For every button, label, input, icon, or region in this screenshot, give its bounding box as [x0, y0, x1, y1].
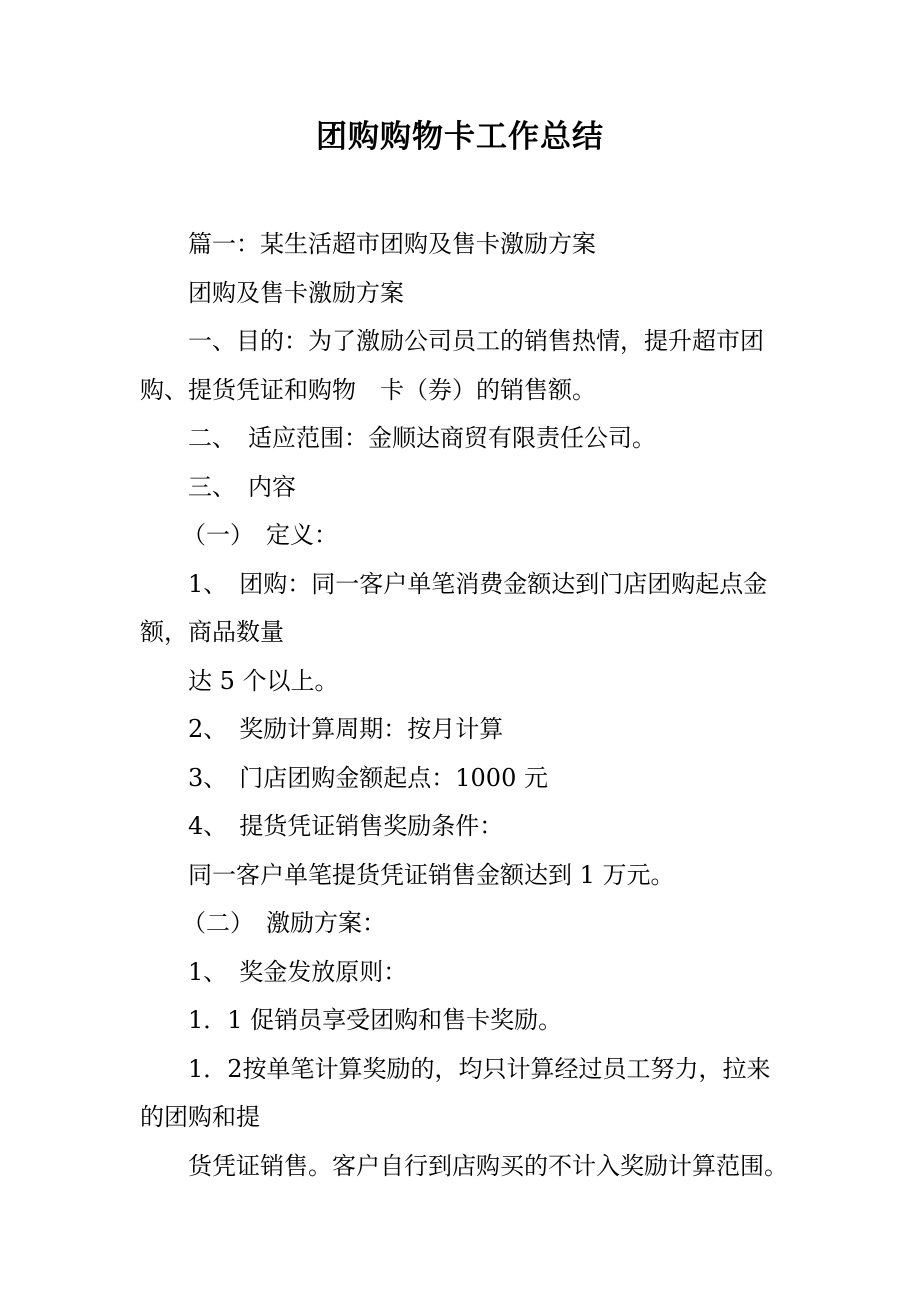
- paragraph-16: 1．2按单笔计算奖励的，均只计算经过员工努力，拉来的团购和提: [140, 1054, 771, 1131]
- paragraph-14: 1、 奖金发放原则：: [188, 957, 408, 986]
- paragraph-1: 篇一：某生活超市团购及售卡激励方案: [188, 230, 596, 258]
- paragraph-6: （一） 定义：: [182, 521, 338, 549]
- document-title: 团购购物卡工作总结: [316, 119, 604, 155]
- paragraph-12: 同一客户单笔提货凭证销售金额达到 1 万元。: [188, 860, 675, 889]
- paragraph-11: 4、 提货凭证销售奖励条件：: [188, 812, 504, 840]
- paragraph-15: 1．1 促销员享受团购和售卡奖励。: [188, 1006, 563, 1034]
- document-body: [140, 220, 790, 1190]
- paragraph-3: 一、目的：为了激励公司员工的销售热情，提升超市团购、提货凭证和购物 卡（券）的销售额。: [140, 327, 764, 404]
- paragraph-4: 二、 适应范围：金顺达商贸有限责任公司。: [188, 424, 656, 452]
- paragraph-17: 货凭证销售。客户自行到店购买的不计入奖励计算范围。: [188, 1151, 788, 1180]
- paragraph-7: 1、 团购：同一客户单笔消费金额达到门店团购起点金额，商品数量: [140, 569, 768, 646]
- paragraph-2: 团购及售卡激励方案: [188, 278, 404, 307]
- paragraph-8: 达 5 个以上。: [188, 666, 339, 695]
- paragraph-13: （二） 激励方案：: [182, 909, 386, 937]
- paragraph-5: 三、 内容: [188, 472, 296, 501]
- paragraph-10: 3、 门店团购金额起点：1000 元: [188, 763, 548, 792]
- paragraph-9: 2、 奖励计算周期：按月计算: [188, 715, 504, 743]
